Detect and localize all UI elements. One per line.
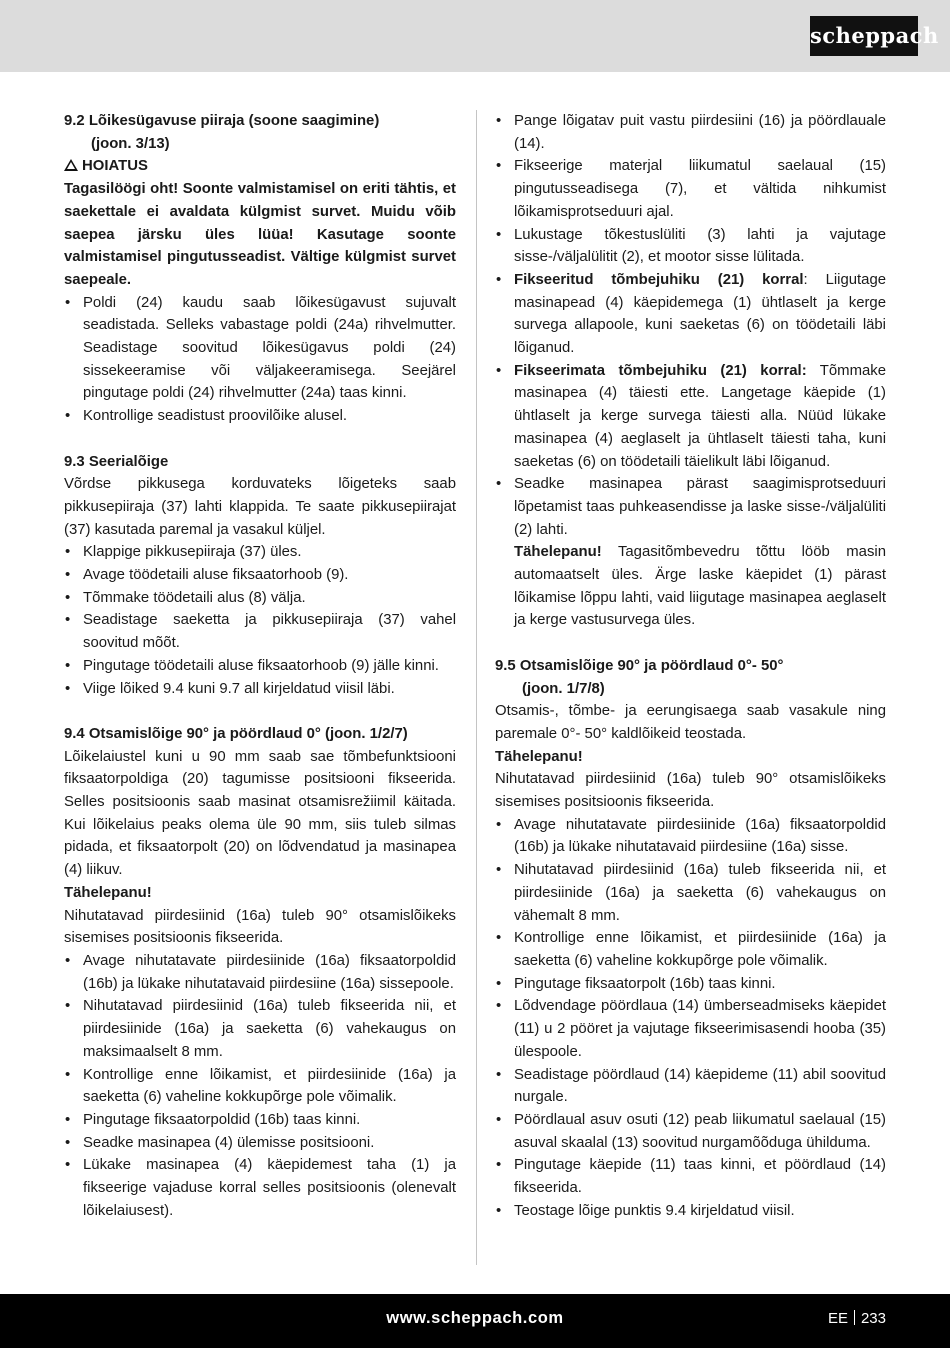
list-item: • Pingutage fiksaatorpolt (16b) taas kinni.: [495, 973, 886, 996]
list-item: • Pöördlaual asuv osuti (12) peab liikumatul saelaual (15) asuval skaalal (13) soovitud nurgamõõduga ühilduma.: [495, 1109, 886, 1154]
list-item: • Lõdvendage pöördlaua (14) ümberseadmiseks käepidet (11) u 2 pööret ja vajutage fikseerimisasendi hooba (35) ülespoole.: [495, 995, 886, 1063]
warning-triangle-icon: [64, 159, 78, 171]
list-item: • Pange lõigatav puit vastu piirdesiini (16) ja pöördlauale (14).: [495, 110, 886, 155]
list-item: • Kontrollige seadistust proovilõike alusel.: [64, 405, 456, 428]
list-item: • Seadistage pöördlaud (14) käepideme (11) abil soovitud nurgale.: [495, 1064, 886, 1109]
list-item: • Klappige pikkusepiiraja (37) üles.: [64, 541, 456, 564]
section-9-5-figure-ref: (joon. 1/7/8): [522, 680, 605, 697]
section-9-4-intro: Lõikelaiustel kuni u 90 mm saab sae tõmbefunktsiooni fiksaatorpoldiga (20) tagumisse positsiooni fikseerida. Selles positsioonis saab masinat otsamisrežiimil käitada. Kui lõikelaius peaks olema üle 90 mm, siis tuleb silmas pidada, et fiksaatorpolt (20) on lõdvendatud ja masinapea (4) liikuv.: [64, 748, 456, 879]
return-note-text: Tagasitõmbevedru tõttu lööb masin automaatselt üles. Ärge laske käepidet (1) pärast lõikamise lõppu lahti, vaid liigutage masinapea aeglaselt ja kerge vastusurvega üles.: [514, 544, 886, 629]
list-item: • Seadke masinapea pärast saagimisprotseduuri lõpetamist taas puhkeasendisse ja laske sisse-/väljalüliti (2) lahti.: [495, 473, 886, 541]
fixed-guide-text: : Liigutage masinapead (4) käepidemega (1) ühtlaselt ja kerge survega allapoole, kuni saeketas (6) on töödetaili läbi lõiganud.: [514, 271, 887, 357]
right-column: [495, 110, 886, 1222]
return-note: [495, 541, 886, 632]
list-item: • Lukustage tõkestuslüliti (3) lahti ja vajutage sisse-/väljalülitit (2), et mootor sisse lülitada.: [495, 224, 886, 269]
list-item: • Avage nihutatavate piirdesiinide (16a) fiksaatorpoldid (16b) ja lükake nihutatavaid piirdesiine (16a) sissepoole.: [64, 950, 456, 995]
list-item: • Poldi (24) kaudu saab lõikesügavust sujuvalt seadistada. Selleks vabastage poldi (24a) rihvelmutter. Seadistage soovitud lõikesügavus poldi (24) sissekeeramise või väljakeeramisega. Seejärel pingutage poldi (24) rihvelmutter (24a) taas kinni.: [64, 292, 456, 406]
section-9-3-title: 9.3 Seerialõige: [64, 453, 169, 470]
page-number-value: 233: [860, 1310, 886, 1327]
list-item: • Seadistage saeketta ja pikkusepiiraja (37) vahel soovitud mõõt.: [64, 609, 456, 654]
list-item: • Kontrollige enne lõikamist, et piirdesiinide (16a) ja saeketta (6) vaheline kokkupõrge pole võimalik.: [64, 1064, 456, 1109]
continued-list: [495, 110, 886, 541]
list-item: • Pingutage käepide (11) taas kinni, et pöördlaud (14) fikseerida.: [495, 1154, 886, 1199]
warning-label: HOIATUS: [82, 158, 148, 175]
return-note-label: Tähelepanu!: [514, 544, 602, 561]
footer-website-link[interactable]: www.scheppach.com: [386, 1309, 564, 1327]
language-code: EE: [827, 1310, 848, 1327]
section-9-3-intro: Võrdse pikkusega korduvateks lõigeteks saab pikkusepiiraja (37) lahti klappida. Te saate pikkusepiirajat (37) kasutada paremal ja vasakul küljel.: [64, 476, 456, 538]
list-item: • Nihutatavad piirdesiinid (16a) tuleb fikseerida nii, et piirdesiinide (16a) ja saeketta (6) vahekaugus on maksimaalselt 8 mm.: [64, 995, 456, 1063]
page-separator: [854, 1310, 855, 1325]
unfixed-guide-text: Tõmmake masinapea (4) täiesti ette. Langetage käepide (1) ühtlaselt ja kerge survega täiesti alla. Nüüd lükake masinapea (4) aeglaselt ja ühtlaselt täiesti taha, kuni saeketas (6) on töödetaili täielikult läbi lõiganud.: [514, 362, 886, 470]
left-column: [64, 110, 456, 1222]
list-item: • Seadke masinapea (4) ülemisse positsiooni.: [64, 1132, 456, 1155]
warning-heading: [64, 155, 456, 178]
section-9-4-title: 9.4 Otsamislõige 90° ja pöördlaud 0° (joon. 1/2/7): [64, 725, 408, 742]
list-item: • Teostage lõige punktis 9.4 kirjeldatud viisil.: [495, 1200, 886, 1223]
section-9-5-list: [495, 814, 886, 1223]
list-item: • Pingutage töödetaili aluse fiksaatorhoob (9) jälle kinni.: [64, 655, 456, 678]
section-9-5-note-label: Tähelepanu!: [495, 748, 583, 765]
list-item: • Tõmmake töödetaili alus (8) välja.: [64, 587, 456, 610]
column-divider: [476, 110, 477, 1265]
list-item-fixed-guide: [495, 269, 886, 360]
section-9-5-intro: Otsamis-, tõmbe- ja eerungisaega saab vasakule ning paremale 0°- 50° kaldlõikeid teostada.: [495, 703, 886, 742]
section-9-4-note-label: Tähelepanu!: [64, 884, 152, 901]
list-item: • Avage töödetaili aluse fiksaatorhoob (9).: [64, 564, 456, 587]
unfixed-guide-label: Fikseerimata tõmbejuhiku (21) korral:: [514, 362, 807, 379]
page-number: [828, 1310, 886, 1327]
list-item: • Lükake masinapea (4) käepidemest taha (1) ja fikseerige vajaduse korral selles positsioonis (olenevalt lõikelaiusest).: [64, 1154, 456, 1222]
section-9-2-list: [64, 292, 456, 428]
brand-logo: scheppach: [810, 16, 918, 56]
section-9-5-title: 9.5 Otsamislõige 90° ja pöördlaud 0°- 50°: [495, 657, 784, 674]
section-9-4-note-text: Nihutatavad piirdesiinid (16a) tuleb 90° otsamislõikeks sisemises positsioonis fikseerida.: [64, 907, 456, 947]
section-9-5-note-text: Nihutatavad piirdesiinid (16a) tuleb 90° otsamislõikeks sisemises positsioonis fikseerida.: [495, 771, 886, 811]
list-item: • Pingutage fiksaatorpoldid (16b) taas kinni.: [64, 1109, 456, 1132]
section-9-2-figure-ref: (joon. 3/13): [91, 135, 170, 152]
list-item-unfixed-guide: [495, 360, 886, 474]
list-item: • Nihutatavad piirdesiinid (16a) tuleb fikseerida nii, et piirdesiinide (16a) ja saeketta (6) vahekaugus on vähemalt 8 mm.: [495, 859, 886, 927]
warning-text: Tagasilöögi oht! Soonte valmistamisel on eriti tähtis, et saekettale ei avaldata külgmist survet. Muidu võib saepea järsku üles lüüa! Kasutage soonte valmistamisel pingutusseadist. Vältige külgmist survet saepeale.: [64, 181, 456, 288]
header-band: [0, 0, 950, 72]
section-9-2-title: 9.2 Lõikesügavuse piiraja (soone saagimine): [64, 113, 380, 129]
section-9-3-list: [64, 541, 456, 700]
list-item: • Kontrollige enne lõikamist, et piirdesiinide (16a) ja saeketta (6) vaheline kokkupõrge pole võimalik.: [495, 927, 886, 972]
section-9-4-list: [64, 950, 456, 1222]
fixed-guide-label: Fikseeritud tõmbejuhiku (21) korral: [514, 271, 804, 288]
list-item: • Viige lõiked 9.4 kuni 9.7 all kirjeldatud viisil läbi.: [64, 678, 456, 701]
list-item: • Avage nihutatavate piirdesiinide (16a) fiksaatorpoldid (16b) ja lükake nihutatavaid piirdesiine (16a) sisse.: [495, 814, 886, 859]
list-item: • Fikseerige materjal liikumatul saelaual (15) pingutusseadisega (7), et vältida nihkumist lõikamisprotseduuri ajal.: [495, 155, 886, 223]
